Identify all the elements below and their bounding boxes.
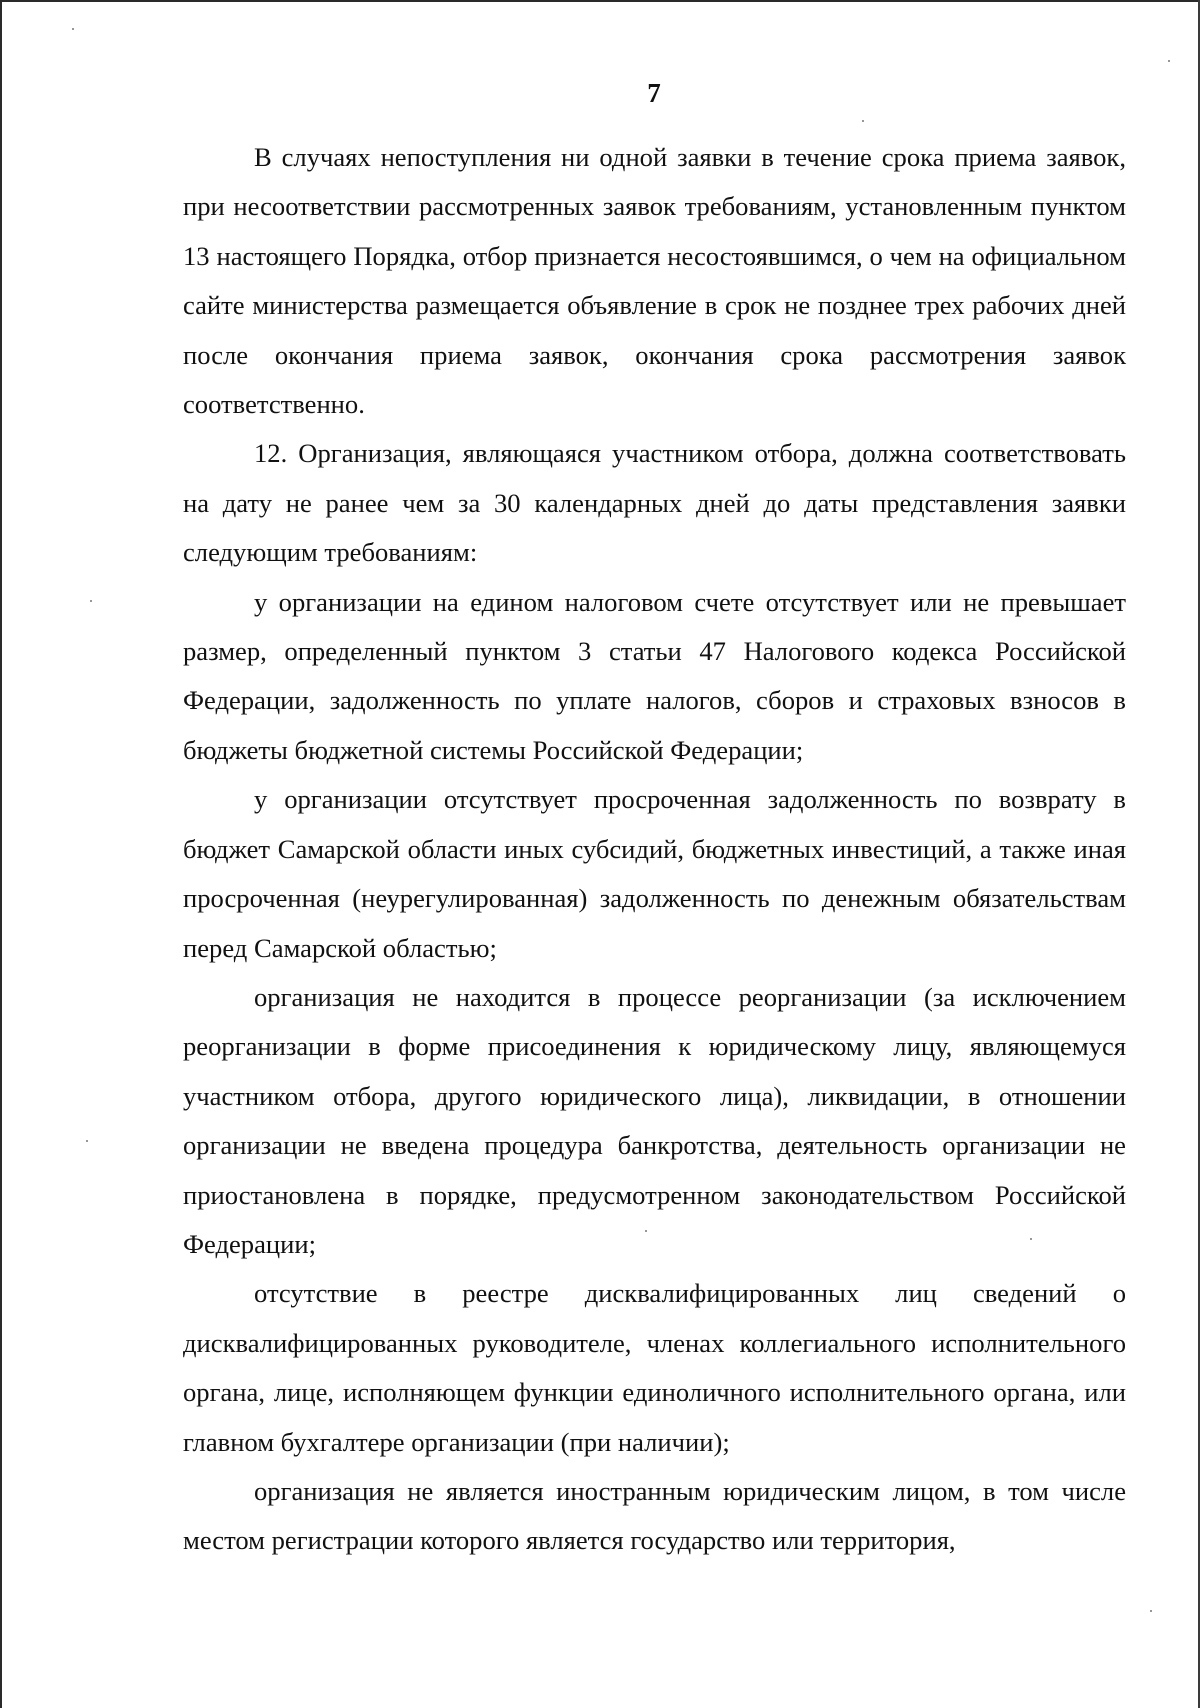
paragraph: 12. Организация, являющаяся участником отбора, должна соответствовать на дату не ранее чем за 30 календарных дней до даты представления заявки следующим требованиям: (183, 438, 1126, 568)
paragraph: у организации отсутствует просроченная задолженность по возврату в бюджет Самарской области иных субсидий, бюджетных инвестиций, а также иная просроченная (неурегулированная) задолженность по денежным обязательствам перед Самарской областью; (183, 784, 1126, 963)
scan-speck (1150, 1610, 1152, 1612)
page-number: 7 (647, 78, 661, 108)
paragraph: В случаях непоступления ни одной заявки в течение срока приема заявок, при несоответствии рассмотренных заявок требованиям, установленным пунктом 13 настоящего Порядка, отбор признается несостоявшимся, о чем на официальном сайте министерства размещается объявление в срок не позднее трех рабочих дней после окончания приема заявок, окончания срока рассмотрения заявок соответственно. (183, 142, 1126, 420)
document-body (183, 133, 1126, 1566)
paragraph: у организации на едином налоговом счете отсутствует или не превышает размер, определенный пунктом 3 статьи 47 Налогового кодекса Российской Федерации, задолженность по уплате налогов, сборов и страховых взносов в бюджеты бюджетной системы Российской Федерации; (183, 586, 1126, 765)
paragraph: организация не находится в процессе реорганизации (за исключением реорганизации в форме присоединения к юридическому лицу, являющемуся участником отбора, другого юридического лица), ликвидации, в отношении организации не введена процедура банкротства, деятельность организации не приостановлена в порядке, предусмотренном законодательством Российской Федерации; (183, 981, 1126, 1259)
scan-speck (1168, 60, 1170, 62)
paragraph: организация не является иностранным юридическим лицом, в том числе местом регистрации которого является государство или территория, (183, 1475, 1126, 1556)
scan-speck (862, 120, 864, 122)
scan-speck (1030, 1238, 1032, 1240)
scan-speck (86, 1140, 88, 1142)
scan-speck (645, 1230, 647, 1232)
scan-speck (72, 28, 74, 30)
paragraph: отсутствие в реестре дисквалифицированных лиц сведений о дисквалифицированных руководителе, членах коллегиального исполнительного органа, лице, исполняющем функции единоличного исполнительного органа, или главном бухгалтере организации (при наличии); (183, 1278, 1126, 1457)
scan-edge-left (0, 0, 2, 1708)
scan-speck (90, 600, 92, 602)
scan-edge-top (0, 0, 1200, 2)
